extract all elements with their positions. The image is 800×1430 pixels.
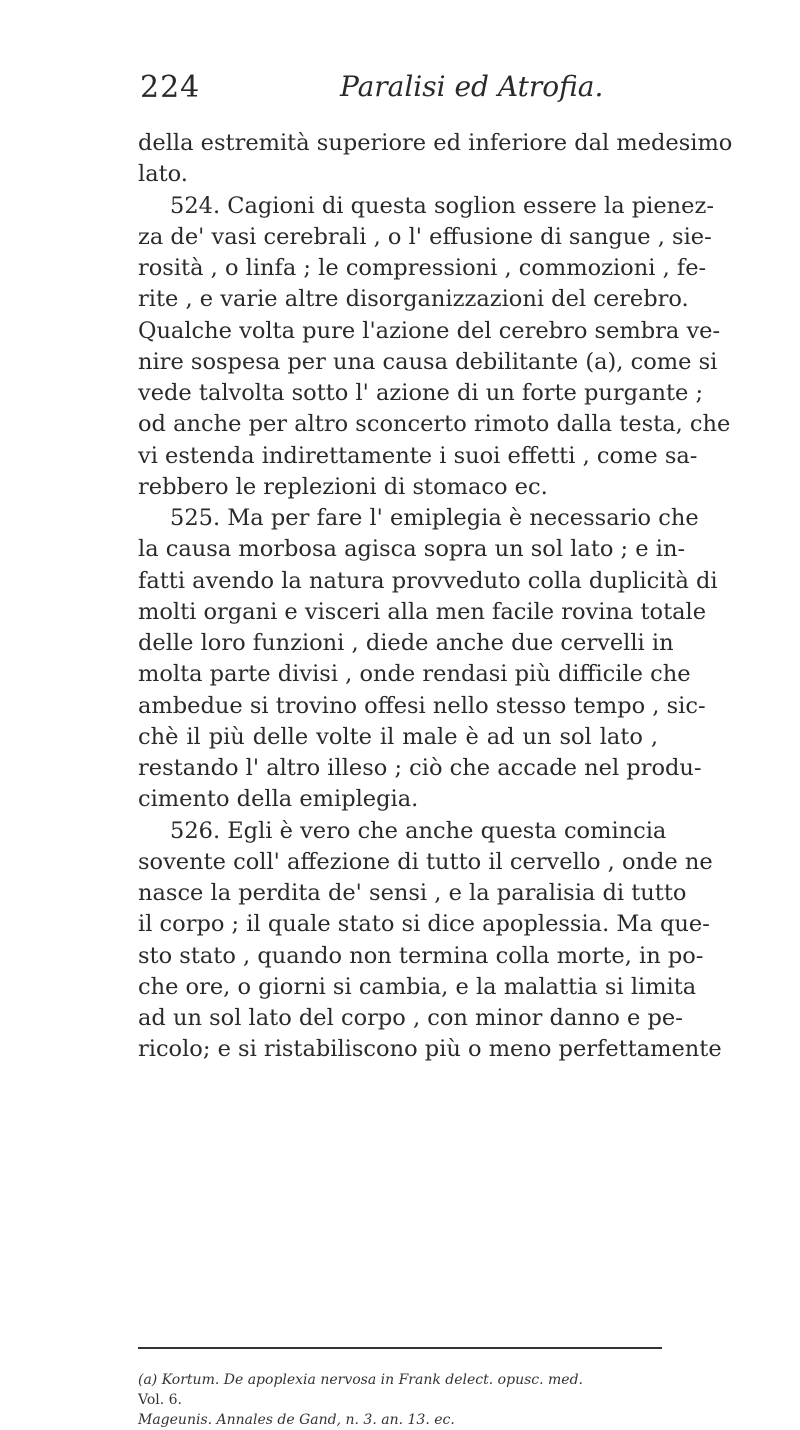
text-line: za de' vasi cerebrali , o l' effusione di sangue , sie- (138, 223, 712, 250)
text-line: ricolo; e si ristabiliscono più o meno perfettamente (138, 1036, 722, 1063)
text-line: molta parte divisi , onde rendasi più difficile che (138, 661, 691, 688)
text-line: fatti avendo la natura provveduto colla duplicità di (138, 567, 718, 594)
text-line: che ore, o giorni si cambia, e la malattia si limita (138, 973, 697, 1000)
running-title: Paralisi ed Atrofia. (340, 70, 604, 103)
text-line: il corpo ; il quale stato si dice apoplessia. Ma que- (138, 911, 710, 938)
text-line: la causa morbosa agisca sopra un sol lato ; e in- (138, 536, 686, 563)
page-number: 224 (140, 70, 201, 105)
text-line: ambedue si trovino offesi nello stesso tempo , sic- (138, 692, 706, 719)
footnotes (138, 1370, 662, 1430)
text-line: 526. Egli è vero che anche questa comincia (170, 817, 667, 844)
footnote-divider (138, 1347, 662, 1352)
text-line: delle loro funzioni , diede anche due cervelli in (138, 630, 674, 656)
text-line: vi estenda indirettamente i suoi effetti , come sa- (138, 442, 698, 469)
text-line: molti organi e visceri alla men facile rovina totale (138, 598, 707, 625)
text-line: cimento della emiplegia. (138, 786, 419, 813)
text-line: Qualche volta pure l'azione del cerebro sembra ve- (138, 317, 721, 344)
text-line: rebbero le replezioni di stomaco ec. (138, 473, 548, 500)
text-line: sto stato , quando non termina colla morte, in po- (138, 942, 704, 969)
text-line: 524. Cagioni di questa soglion essere la pienez- (170, 192, 714, 219)
text-line: rite , e varie altre disorganizzazioni del cerebro. (138, 286, 689, 313)
text-line: nasce la perdita de' sensi , e la paralisia di tutto (138, 880, 687, 906)
text-line: nire sospesa per una causa debilitante (a), come si (138, 348, 718, 375)
footnote-line: (a) Kortum. De apoplexia nervosa in Frank delect. opusc. med. (138, 1372, 583, 1388)
text-line: restando l' altro illeso ; ciò che accade nel produ- (138, 755, 702, 781)
text-line: rosità , o linfa ; le compressioni , commozioni , fe- (138, 255, 707, 281)
body-text (138, 128, 733, 1066)
text-line: lato. (138, 161, 188, 188)
text-line: 525. Ma per fare l' emiplegia è necessario che (170, 505, 699, 531)
text-line: od anche per altro sconcerto rimoto dalla testa, che (138, 411, 731, 438)
text-line: chè il più delle volte il male è ad un sol lato , (138, 723, 658, 750)
text-line: della estremità superiore ed inferiore dal medesimo (138, 130, 733, 156)
footnote-line: Mageunis. Annales de Gand, n. 3. an. 13. ec. (138, 1412, 455, 1428)
text-line: vede talvolta sotto l' azione di un forte purgante ; (138, 380, 704, 406)
footnote-line: Vol. 6. (138, 1392, 182, 1408)
text-line: ad un sol lato del corpo , con minor danno e pe- (138, 1005, 683, 1031)
text-line: sovente coll' affezione di tutto il cervello , onde ne (138, 848, 713, 875)
page-header (140, 70, 660, 114)
